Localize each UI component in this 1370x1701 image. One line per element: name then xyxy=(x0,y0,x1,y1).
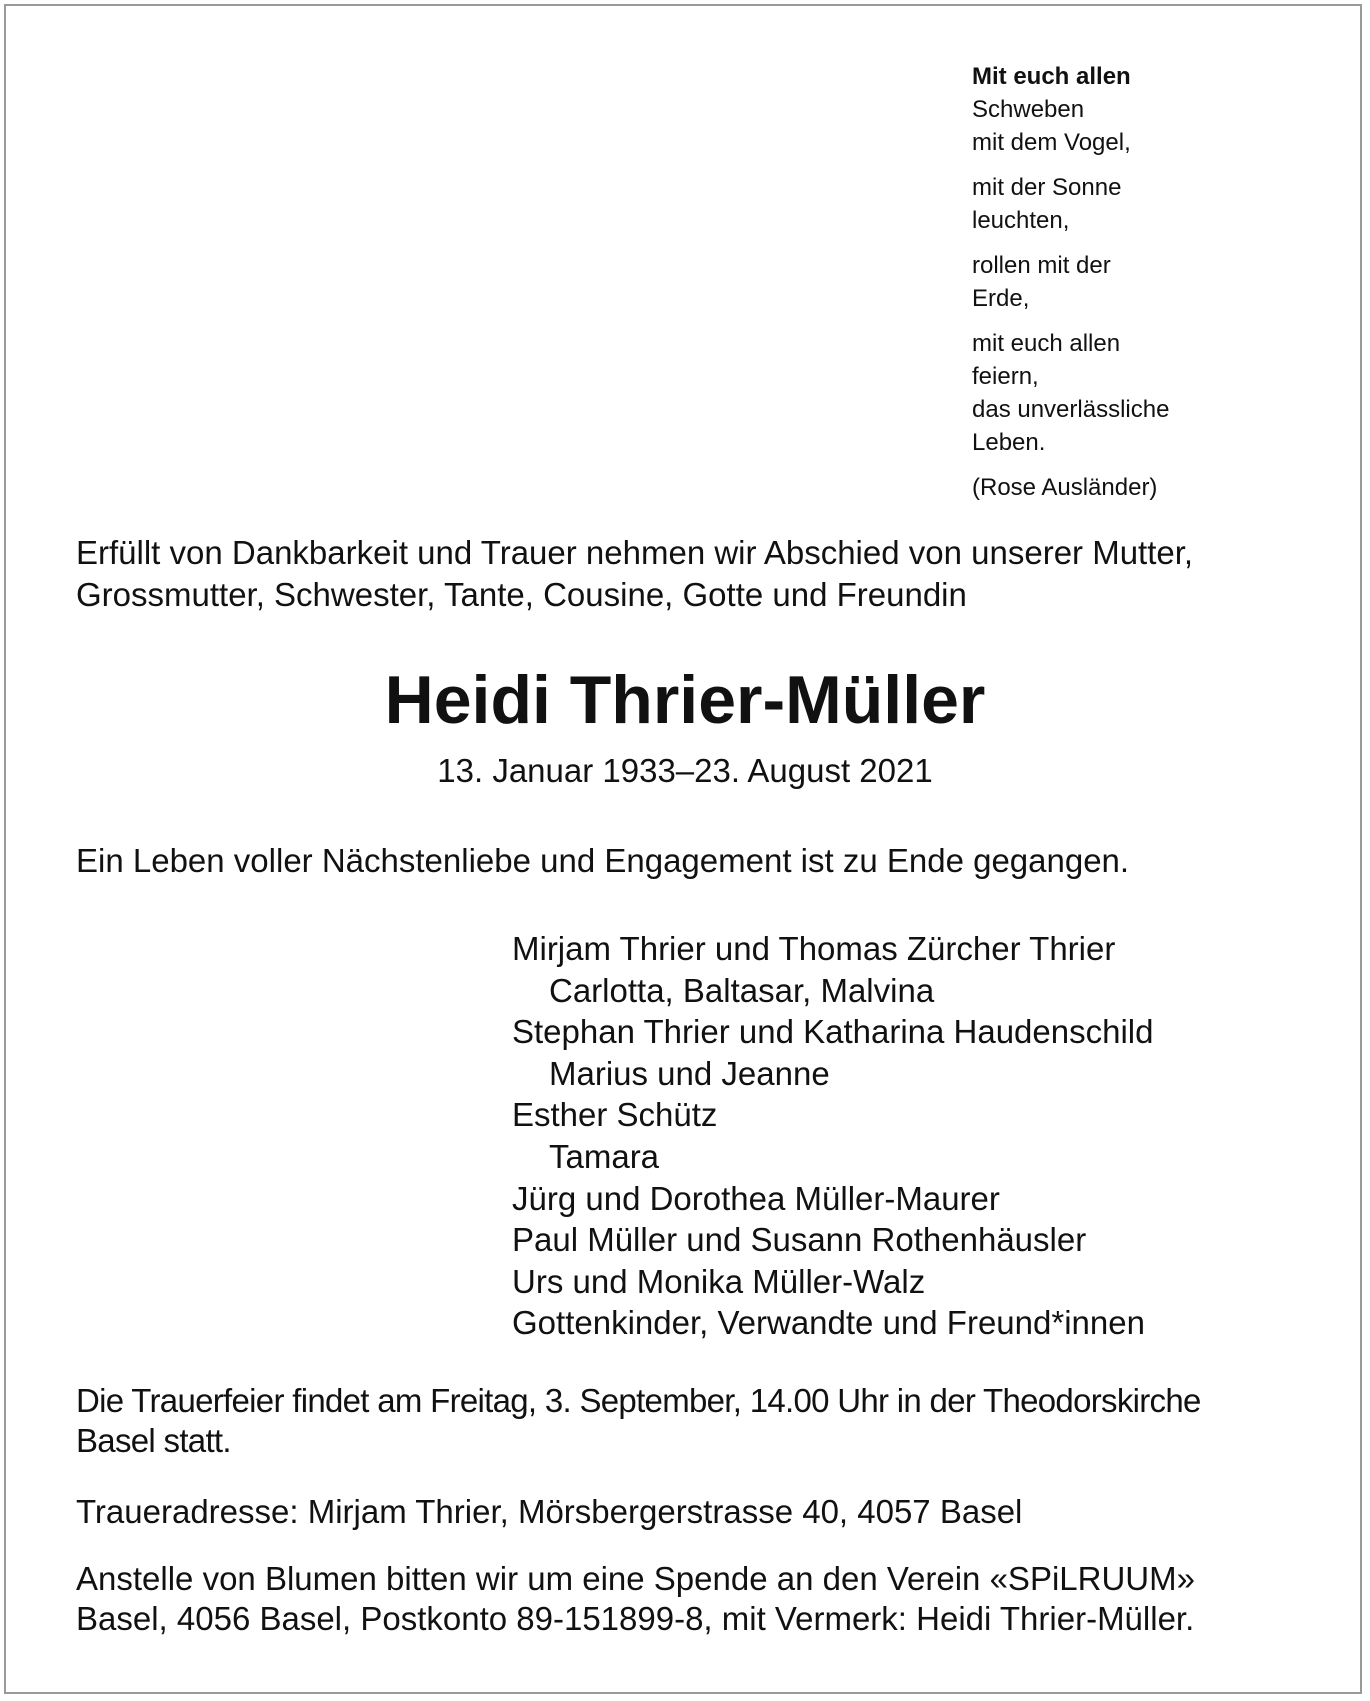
mourner-children-line: Carlotta, Baltasar, Malvina xyxy=(549,971,935,1009)
poem-line: das unverlässliche xyxy=(972,396,1170,423)
poem-line: mit euch allen xyxy=(972,330,1121,357)
poem-line: mit der Sonne xyxy=(972,174,1122,201)
poem-attribution xyxy=(972,471,1352,504)
poem-stanza xyxy=(972,249,1352,315)
mourner-line: Stephan Thrier und Katharina Haudenschild xyxy=(512,1013,1154,1051)
poem-line: leuchten, xyxy=(972,207,1070,234)
life-statement: Ein Leben voller Nächstenliebe und Engagement ist zu Ende gegangen. xyxy=(76,842,1130,879)
intro-text xyxy=(76,532,1306,616)
poem-line: feiern, xyxy=(972,363,1039,390)
donation-info xyxy=(76,1559,1316,1639)
mourning-address xyxy=(76,1492,1316,1532)
mourner-line: Jürg und Dorothea Müller-Maurer xyxy=(512,1179,1000,1217)
mourner-line: Esther Schütz xyxy=(512,1096,718,1134)
mourner-line: Mirjam Thrier und Thomas Zürcher Thrier xyxy=(512,930,1116,967)
service-line: Die Trauerfeier findet am Freitag, 3. September, 14.00 Uhr in der Theodorskirche xyxy=(76,1382,1201,1419)
mourner-line: Urs und Monika Müller-Walz xyxy=(512,1262,926,1300)
intro-line: Erfüllt von Dankbarkeit und Trauer nehmen wir Abschied von unserer Mutter, xyxy=(76,534,1194,571)
poem-title: Mit euch allen xyxy=(972,63,1131,90)
address-line: Traueradresse: Mirjam Thrier, Mörsbergerstrasse 40, 4057 Basel xyxy=(76,1493,1023,1530)
mourner-line: Paul Müller und Susann Rothenhäusler xyxy=(512,1221,1087,1259)
life-dates: 13. Januar 1933–23. August 2021 xyxy=(437,752,933,789)
mourners-list xyxy=(512,928,1332,1344)
poem-line: mit dem Vogel, xyxy=(972,129,1131,156)
poem-line: rollen mit der xyxy=(972,252,1111,279)
donation-line: Basel, 4056 Basel, Postkonto 89-151899-8, mit Vermerk: Heidi Thrier-Müller. xyxy=(76,1600,1195,1637)
poem-author: (Rose Ausländer) xyxy=(972,474,1158,501)
donation-line: Anstelle von Blumen bitten wir um eine Spende an den Verein «SPiLRUUM» xyxy=(76,1560,1195,1597)
mourner-line: Gottenkinder, Verwandte und Freund*innen xyxy=(512,1304,1145,1342)
poem-stanza xyxy=(972,93,1352,159)
mourner-children-line: Tamara xyxy=(549,1137,660,1175)
poem xyxy=(972,60,1352,516)
poem-stanza xyxy=(972,171,1352,237)
intro-line: Grossmutter, Schwester, Tante, Cousine, Gotte und Freundin xyxy=(76,576,967,613)
service-info xyxy=(76,1381,1316,1461)
poem-stanza xyxy=(972,327,1352,459)
mourner-children-line: Marius und Jeanne xyxy=(549,1054,830,1092)
poem-line: Erde, xyxy=(972,285,1030,312)
poem-line: Leben. xyxy=(972,429,1046,456)
deceased-name: Heidi Thrier-Müller xyxy=(384,662,986,738)
poem-line: Schweben xyxy=(972,96,1085,123)
service-line: Basel statt. xyxy=(76,1422,231,1459)
